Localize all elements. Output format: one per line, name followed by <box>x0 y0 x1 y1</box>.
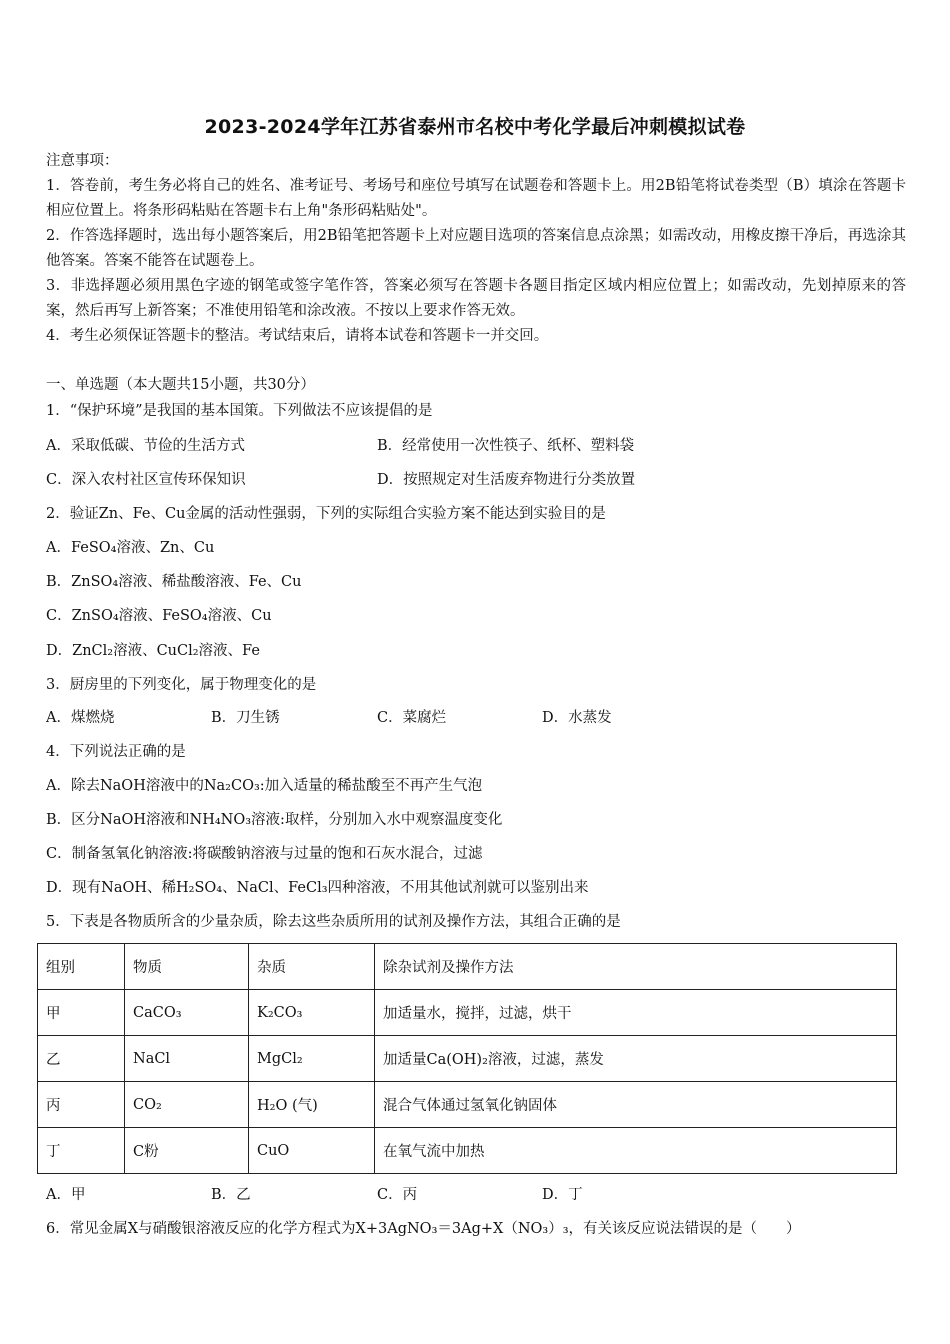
table-cell: 在氧气流中加热 <box>375 1128 897 1174</box>
question-1-option-c: C．深入农村社区宣传环保知识 <box>46 472 246 488</box>
question-5-option-d: D．丁 <box>542 1187 583 1203</box>
table-cell: 加适量Ca(OH)₂溶液，过滤，蒸发 <box>375 1036 897 1082</box>
table-header-cell: 物质 <box>125 944 249 990</box>
table-header-row <box>38 944 897 990</box>
notice-item-3: 3．非选择题必须用黑色字迹的钢笔或签字笔作答，答案必须写在答题卡各题目指定区域内相应位置上；如需改动，先划掉原来的答案，然后再写上新答案；不准使用铅笔和涂改液。不按以上要求作答无效。 <box>46 278 906 319</box>
table-row <box>38 1082 897 1128</box>
table-cell: H₂O (气) <box>249 1082 375 1128</box>
question-4-stem: 4．下列说法正确的是 <box>46 744 186 760</box>
question-5-option-b: B．乙 <box>211 1187 251 1203</box>
question-1-stem: 1．“保护环境”是我国的基本国策。下列做法不应该提倡的是 <box>46 403 433 419</box>
question-3-stem: 3．厨房里的下列变化，属于物理变化的是 <box>46 677 317 693</box>
table-cell: 丙 <box>38 1082 125 1128</box>
table-header-cell: 组别 <box>38 944 125 990</box>
section-heading: 一、单选题（本大题共15小题，共30分） <box>46 377 315 393</box>
notice-heading: 注意事项： <box>46 153 119 169</box>
notice-item-4: 4．考生必须保证答题卡的整洁。考试结束后，请将本试卷和答题卡一并交回。 <box>46 328 549 344</box>
question-2-option-c: C．ZnSO₄溶液、FeSO₄溶液、Cu <box>46 608 272 624</box>
question-3-option-b: B．刀生锈 <box>211 710 280 726</box>
table-cell: 乙 <box>38 1036 125 1082</box>
question-2-stem: 2．验证Zn、Fe、Cu金属的活动性强弱，下列的实际组合实验方案不能达到实验目的是 <box>46 506 606 522</box>
question-1-option-d: D．按照规定对生活废弃物进行分类放置 <box>377 472 636 488</box>
question-4-option-c: C．制备氢氧化钠溶液:将碳酸钠溶液与过量的饱和石灰水混合，过滤 <box>46 846 483 862</box>
question-5-option-a: A．甲 <box>46 1187 86 1203</box>
table-cell: 混合气体通过氢氧化钠固体 <box>375 1082 897 1128</box>
table-cell: K₂CO₃ <box>249 990 375 1036</box>
table-row <box>38 1128 897 1174</box>
table-cell: NaCl <box>125 1036 249 1082</box>
table-cell: 甲 <box>38 990 125 1036</box>
notice-item-2: 2．作答选择题时，选出每小题答案后，用2B铅笔把答题卡上对应题目选项的答案信息点涂黑；如需改动，用橡皮擦干净后，再选涂其他答案。答案不能答在试题卷上。 <box>46 228 906 269</box>
table-cell: 加适量水，搅拌，过滤，烘干 <box>375 990 897 1036</box>
table-cell: 丁 <box>38 1128 125 1174</box>
question-3-option-d: D．水蒸发 <box>542 710 612 726</box>
table-header-cell: 除杂试剂及操作方法 <box>375 944 897 990</box>
question-1-option-a: A．采取低碳、节俭的生活方式 <box>46 438 245 454</box>
question-1-option-b: B．经常使用一次性筷子、纸杯、塑料袋 <box>377 438 635 454</box>
table-cell: CuO <box>249 1128 375 1174</box>
impurity-table <box>37 943 897 1174</box>
table-row <box>38 990 897 1036</box>
question-5-stem: 5．下表是各物质所含的少量杂质，除去这些杂质所用的试剂及操作方法，其组合正确的是 <box>46 914 621 930</box>
table-cell: MgCl₂ <box>249 1036 375 1082</box>
table-cell: C粉 <box>125 1128 249 1174</box>
question-4-option-d: D．现有NaOH、稀H₂SO₄、NaCl、FeCl₃四种溶液，不用其他试剂就可以鉴别出来 <box>46 880 589 896</box>
question-3-option-a: A．煤燃烧 <box>46 710 115 726</box>
question-4-option-b: B．区分NaOH溶液和NH₄NO₃溶液:取样，分别加入水中观察温度变化 <box>46 812 503 828</box>
exam-title: 2023-2024学年江苏省泰州市名校中考化学最后冲刺模拟试卷 <box>204 116 746 138</box>
question-2-option-b: B．ZnSO₄溶液、稀盐酸溶液、Fe、Cu <box>46 574 302 590</box>
table-cell: CO₂ <box>125 1082 249 1128</box>
question-6-stem: 6．常见金属X与硝酸银溶液反应的化学方程式为X+3AgNO₃＝3Ag+X（NO₃）₃，有关该反应说法错误的是（ ） <box>46 1221 801 1237</box>
question-5-option-c: C．丙 <box>377 1187 418 1203</box>
table-cell: CaCO₃ <box>125 990 249 1036</box>
table-row <box>38 1036 897 1082</box>
question-2-option-d: D．ZnCl₂溶液、CuCl₂溶液、Fe <box>46 643 260 659</box>
question-2-option-a: A．FeSO₄溶液、Zn、Cu <box>46 540 215 556</box>
question-3-option-c: C．菜腐烂 <box>377 710 447 726</box>
notice-item-1: 1．答卷前，考生务必将自己的姓名、准考证号、考场号和座位号填写在试题卷和答题卡上。用2B铅笔将试卷类型（B）填涂在答题卡相应位置上。将条形码粘贴在答题卡右上角"条形码粘贴处"。 <box>46 178 906 219</box>
question-4-option-a: A．除去NaOH溶液中的Na₂CO₃:加入适量的稀盐酸至不再产生气泡 <box>46 778 483 794</box>
table-header-cell: 杂质 <box>249 944 375 990</box>
